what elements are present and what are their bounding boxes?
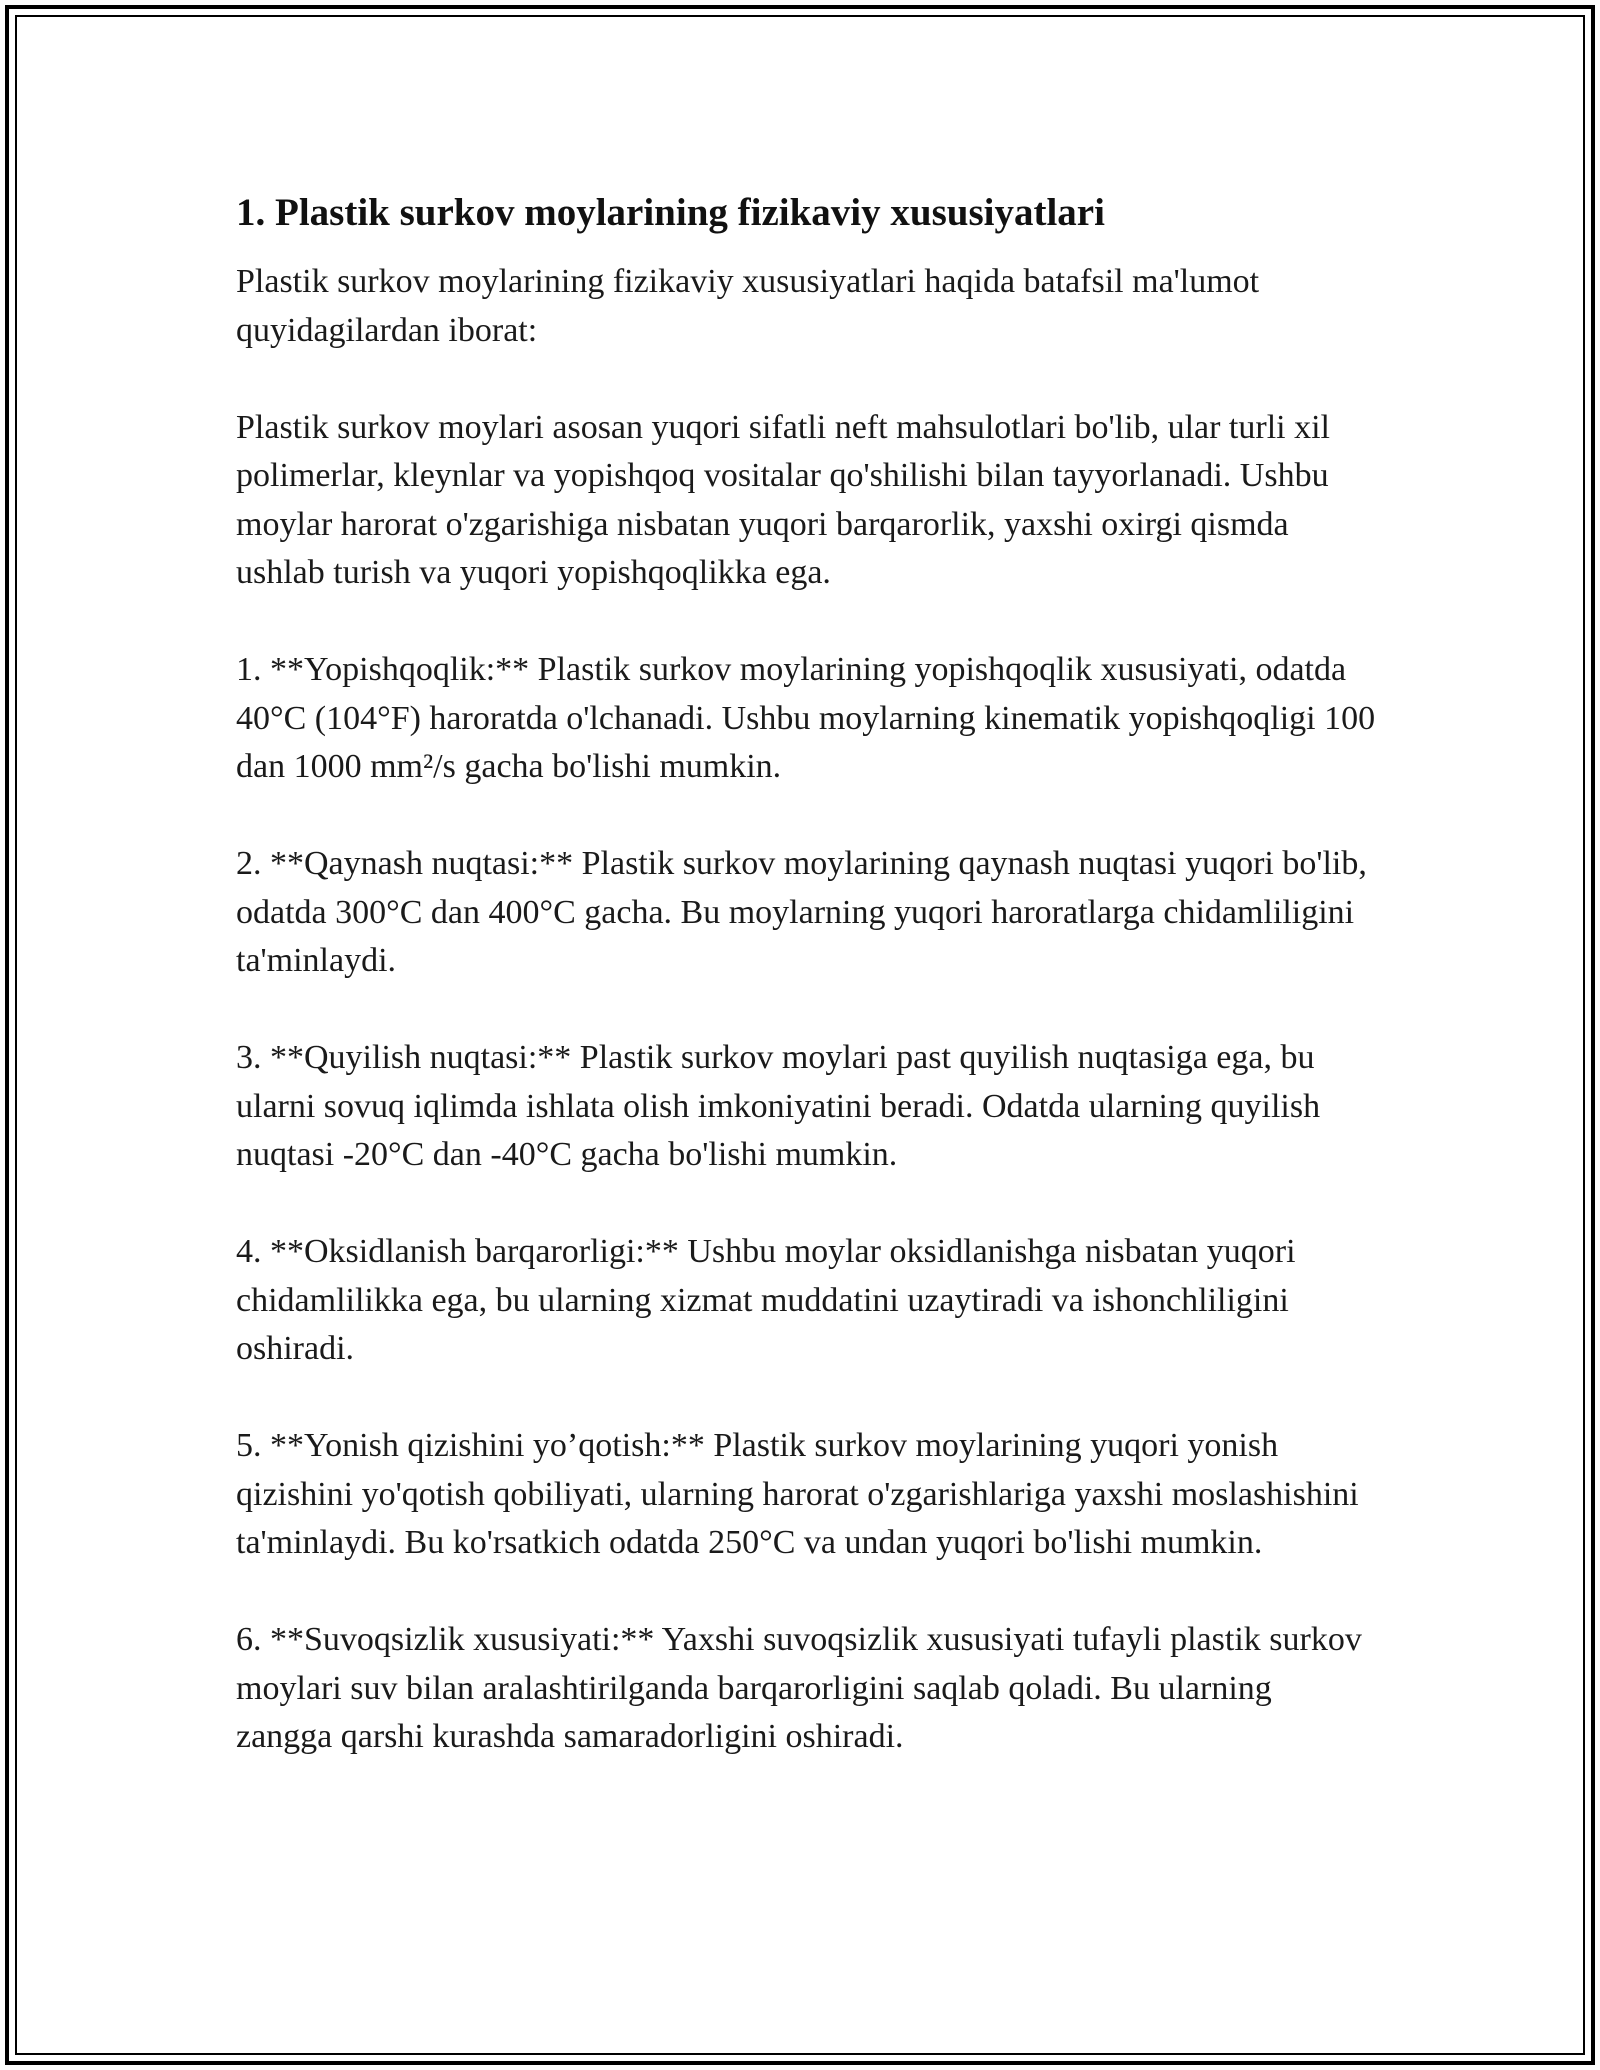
section-heading: 1. Plastik surkov moylarining fizikaviy xususiyatlari (236, 191, 1105, 234)
intro-paragraph: Plastik surkov moylarining fizikaviy xususiyatlari haqida batafsil ma'lumot quyidagilardan iborat: (236, 263, 1260, 349)
list-item-pour-point: 3. **Quyilish nuqtasi:** Plastik surkov moylari past quyilish nuqtasiga ega, bu ularni sovuq iqlimda ishlata olish imkoniyatini beradi. Odatda ularning quyilish nuqtasi -20°C dan -40°C gacha bo'lishi mumkin. (236, 1039, 1321, 1173)
list-item-flash-loss: 5. **Yonish qizishini yo’qotish:** Plastik surkov moylarining yuqori yonish qizishini yo'qotish qobiliyati, ularning harorat o'zgarishlariga yaxshi moslashishini ta'minlaydi. Bu ko'rsatkich odatda 250°C va undan yuqori bo'lishi mumkin. (236, 1427, 1359, 1561)
document-body (236, 188, 1376, 1810)
list-item-boiling-point: 2. **Qaynash nuqtasi:** Plastik surkov moylarining qaynash nuqtasi yuqori bo'lib, odatda 300°C dan 400°C gacha. Bu moylarning yuqori haroratlarga chidamliligini ta'minlaydi. (236, 845, 1367, 979)
list-item-water-resistance: 6. **Suvoqsizlik xususiyati:** Yaxshi suvoqsizlik xususiyati tufayli plastik surkov moylari suv bilan aralashtirilganda barqarorligini saqlab qoladi. Bu ularning zangga qarshi kurashda samaradorligini oshiradi. (236, 1621, 1362, 1755)
list-item-oxidation-stability: 4. **Oksidlanish barqarorligi:** Ushbu moylar oksidlanishga nisbatan yuqori chidamlilikka ega, bu ularning xizmat muddatini uzaytiradi va ishonchliligini oshiradi. (236, 1233, 1296, 1367)
list-item-viscosity: 1. **Yopishqoqlik:** Plastik surkov moylarining yopishqoqlik xususiyati, odatda 40°C (104°F) haroratda o'lchanadi. Ushbu moylarning kinematik yopishqoqligi 100 dan 1000 mm²/s gacha bo'lishi mumkin. (236, 651, 1376, 785)
overview-paragraph: Plastik surkov moylari asosan yuqori sifatli neft mahsulotlari bo'lib, ular turli xil polimerlar, kleynlar va yopishqoq vositalar qo'shilishi bilan tayyorlanadi. Ushbu moylar harorat o'zgarishiga nisbatan yuqori barqarorlik, yaxshi oxirgi qismda ushlab turish va yuqori yopishqoqlikka ega. (236, 408, 1330, 591)
